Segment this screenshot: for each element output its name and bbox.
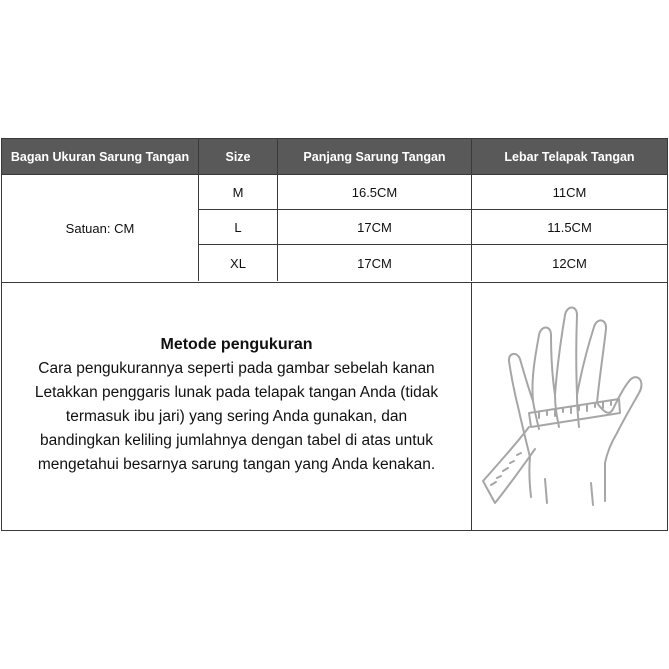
header-glove-length: Panjang Sarung Tangan [278, 139, 472, 174]
table-row [199, 245, 667, 281]
method-line: bandingkan keliling jumlahnya dengan tabel di atas untuk [40, 432, 433, 449]
width-cell: 11.5CM [547, 219, 592, 235]
size-cell: XL [199, 245, 278, 281]
length-cell: 17CM [278, 210, 472, 244]
hand-measuring-tape-icon [473, 283, 667, 530]
header-palm-width: Lebar Telapak Tangan [504, 149, 635, 164]
size-rows [199, 175, 667, 281]
method-title: Metode pengukuran [160, 336, 313, 353]
measurement-method-section [2, 282, 667, 530]
method-text-panel [2, 283, 472, 530]
length-cell: 16.5CM [278, 175, 472, 209]
unit-label: Satuan: CM [2, 175, 199, 281]
method-line: Cara pengukurannya seperti pada gambar sebelah kanan [38, 360, 435, 377]
size-cell: L [199, 210, 278, 244]
method-line: mengetahui besarnya sarung tangan yang Anda kenakan. [37, 456, 436, 473]
width-cell: 12CM [552, 255, 587, 271]
header-size: Size [199, 139, 278, 174]
table-row [199, 175, 667, 210]
table-row [199, 210, 667, 245]
table-header [2, 139, 667, 174]
method-line: Letakkan penggaris lunak pada telapak tangan Anda (tidak [34, 384, 439, 401]
size-table-body [2, 174, 667, 281]
length-cell: 17CM [278, 245, 472, 281]
size-cell: M [199, 175, 278, 209]
size-chart [1, 138, 668, 531]
width-cell: 11CM [552, 184, 587, 200]
header-chart-title: Bagan Ukuran Sarung Tangan [2, 139, 199, 174]
method-line: termasuk ibu jari) yang sering Anda gunakan, dan [65, 408, 408, 425]
